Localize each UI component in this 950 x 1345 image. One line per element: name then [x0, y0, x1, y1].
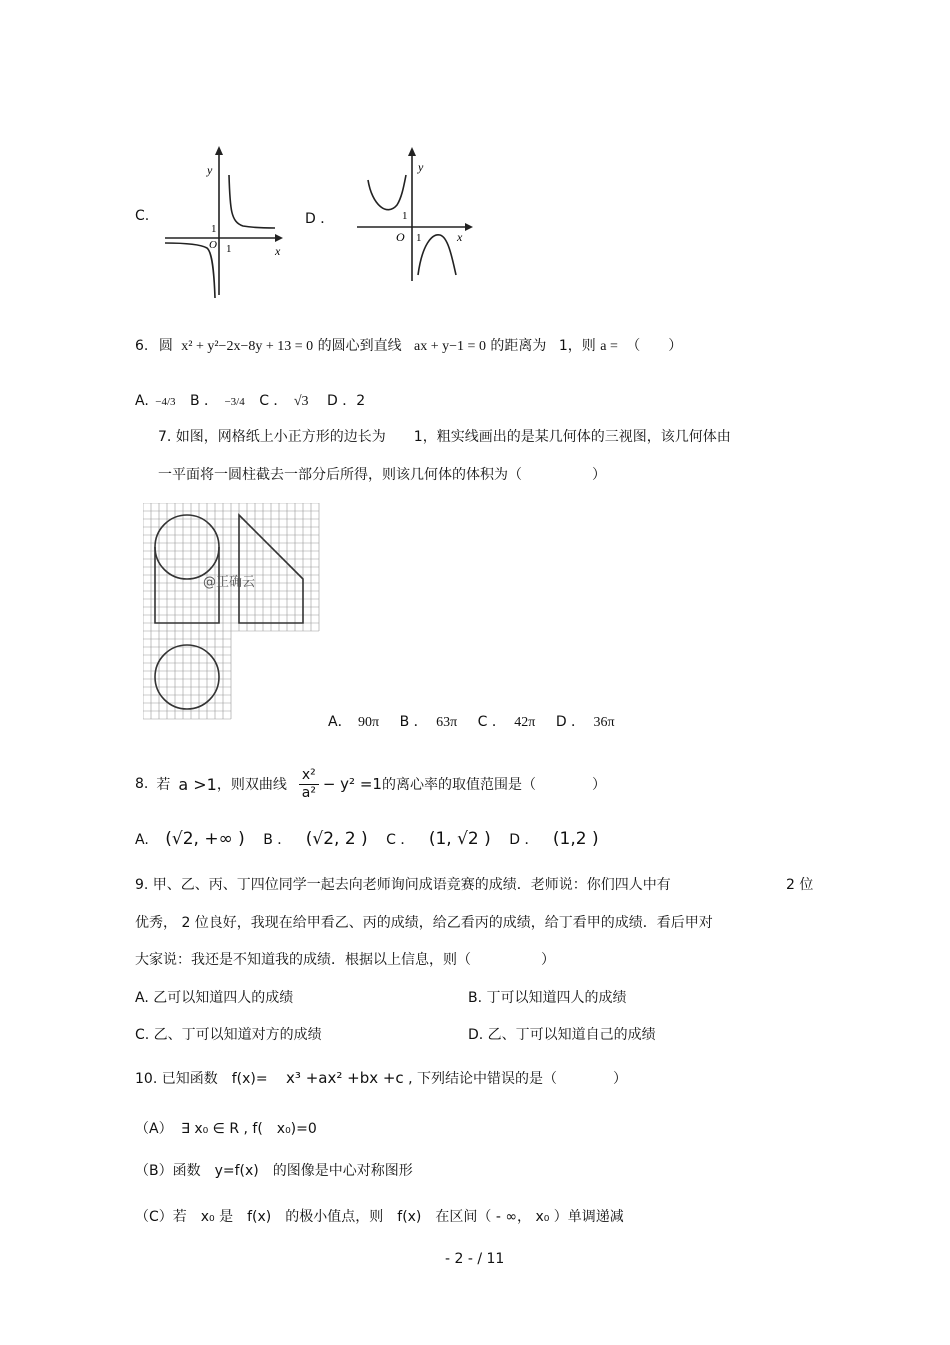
q8-condition: a >1 [178, 774, 217, 794]
q7-value-d: 36π [593, 715, 615, 730]
q8-text-3: 的离心率的取值范围是（ ） [381, 777, 606, 793]
q7-option-a: A． [328, 714, 352, 730]
q8-option-b: B ． [263, 832, 292, 848]
q5d-one-x: 1 [416, 232, 422, 244]
q7-option-b: B ． [399, 714, 428, 730]
q6-value-c: √3 [293, 394, 309, 409]
q5c-x-label: x [275, 244, 281, 258]
q6-value-a: −4/3 [155, 396, 176, 408]
q8-value-a: (√2, +∞ ) [165, 829, 245, 849]
q8-text-1: 若 [156, 777, 171, 793]
q6-text-2: 的圆心到直线 [317, 338, 402, 354]
q8-value-b: (√2, 2 ) [305, 829, 368, 849]
q7-value-a: 90π [358, 715, 380, 730]
q5c-curve-right [229, 175, 275, 228]
q5d-x-label: x [457, 230, 463, 244]
q9-line-3: 大家说：我还是不知道我的成绩．根据以上信息，则（ ） [135, 952, 555, 968]
q5d-y-label: y [418, 160, 424, 174]
q6-number: 6. [135, 338, 149, 354]
q7-top-view [155, 645, 219, 709]
q5c-y-arrow [215, 146, 223, 155]
q9-line-2: 优秀， 2 位良好，我现在给甲看乙、丙的成绩，给乙看丙的成绩，给丁看甲的成绩．看后甲对 [135, 915, 713, 931]
q6-option-b: B ． [189, 393, 219, 409]
q5d-y-arrow [408, 147, 416, 156]
q6-option-d: D ．2 [327, 393, 366, 409]
q10-stem-a: 10. 已知函数 f(x)= [135, 1071, 268, 1087]
q8-option-c: C ． [386, 832, 415, 848]
q7-options [328, 711, 615, 731]
q10-stem-c: , 下列结论中错误的是（ ） [408, 1071, 628, 1087]
page-number: - 2 - / 11 [445, 1251, 505, 1267]
q6-paren: （ ） [626, 338, 683, 354]
q9-line-1a: 9. 甲、乙、丙、丁四位同学一起去向老师询问成语竞赛的成绩．老师说：你们四人中有 [135, 877, 671, 893]
q8-value-d: (1,2 ) [552, 829, 599, 849]
q8-equation-rest: − y² =1 [322, 775, 382, 793]
q8-text-2: ，则双曲线 [216, 777, 287, 793]
q7-watermark: @正确云 [203, 575, 256, 590]
q8-fraction-denominator: a² [301, 784, 316, 801]
q5-option-c-label: C. [135, 208, 150, 224]
q5-graph-d [352, 145, 487, 285]
q8-fraction-numerator: x² [301, 766, 316, 783]
q9-option-a: A. 乙可以知道四人的成绩 [135, 990, 294, 1006]
q7-line-2: 一平面将一圆柱截去一部分后所得，则该几何体的体积为（ ） [158, 467, 606, 483]
q8-options [135, 829, 599, 849]
q8-number: 8. [135, 776, 149, 792]
q5-graph-c [165, 140, 295, 300]
q8-stem [135, 760, 606, 808]
q7-value-c: 42π [514, 715, 536, 730]
q8-option-a: A. [135, 832, 149, 848]
q6-text-1: 圆 [158, 338, 173, 354]
q7-three-view-figure [143, 503, 323, 725]
q10-option-a [135, 1118, 317, 1138]
q6-option-a: A. [135, 393, 149, 409]
q5d-curve-left [368, 175, 406, 210]
q6-options [135, 390, 365, 410]
q6-stem [135, 335, 682, 355]
q6-text-4: 1，则 [558, 338, 596, 354]
q5c-origin: O [209, 239, 217, 251]
q5c-y-label: y [207, 163, 213, 177]
q6-variable-a: a = [600, 339, 618, 354]
q8-option-d: D ． [509, 832, 539, 848]
q10-function: x³ +ax² +bx +c [286, 1069, 404, 1087]
q7-option-d: D ． [555, 714, 586, 730]
q5c-one-x: 1 [226, 243, 232, 255]
q6-option-c: C ． [259, 393, 288, 409]
q5c-curve-left [165, 243, 215, 298]
q6-circle-equation: x² + y²−2x−8y + 13 = 0 [181, 339, 314, 354]
q7-grid-top [143, 503, 319, 631]
q5d-x-arrow [465, 223, 473, 231]
q10-option-a-text: ∃ x₀ ∈ R , f( x₀)=0 [181, 1121, 317, 1137]
q10-option-b: （B）函数 y=f(x) 的图像是中心对称图形 [135, 1163, 413, 1179]
q5-option-d-label: D ． [305, 211, 335, 227]
q5d-origin: O [396, 230, 405, 244]
q7-option-c: C ． [477, 714, 506, 730]
q8-fraction [299, 767, 319, 802]
q6-line-equation: ax + y−1 = 0 [414, 339, 486, 354]
q5d-curve-right [418, 235, 456, 275]
q9-option-c: C. 乙、丁可以知道对方的成绩 [135, 1027, 322, 1043]
q7-line-1: 7. 如图，网格纸上小正方形的边长为 1，粗实线画出的是某几何体的三视图，该几何体由 [158, 429, 731, 445]
q9-option-b: B. 丁可以知道四人的成绩 [468, 990, 627, 1006]
q6-text-3: 的距离为 [490, 338, 547, 354]
q9-line-1b: 2 位 [786, 877, 814, 893]
q10-stem [135, 1068, 627, 1088]
q5c-one-y: 1 [211, 223, 217, 235]
q6-value-b: −3/4 [224, 396, 245, 408]
q5c-x-arrow [275, 234, 283, 242]
q10-option-a-label: （A） [135, 1121, 173, 1137]
q5d-one-y: 1 [402, 210, 408, 222]
q9-option-d: D. 乙、丁可以知道自己的成绩 [468, 1027, 656, 1043]
q8-value-c: (1, √2 ) [428, 829, 491, 849]
q7-value-b: 63π [436, 715, 458, 730]
q10-option-c: （C）若 x₀ 是 f(x) 的极小值点，则 f(x) 在区间（ - ∞， x₀ ）单调递减 [135, 1209, 624, 1225]
